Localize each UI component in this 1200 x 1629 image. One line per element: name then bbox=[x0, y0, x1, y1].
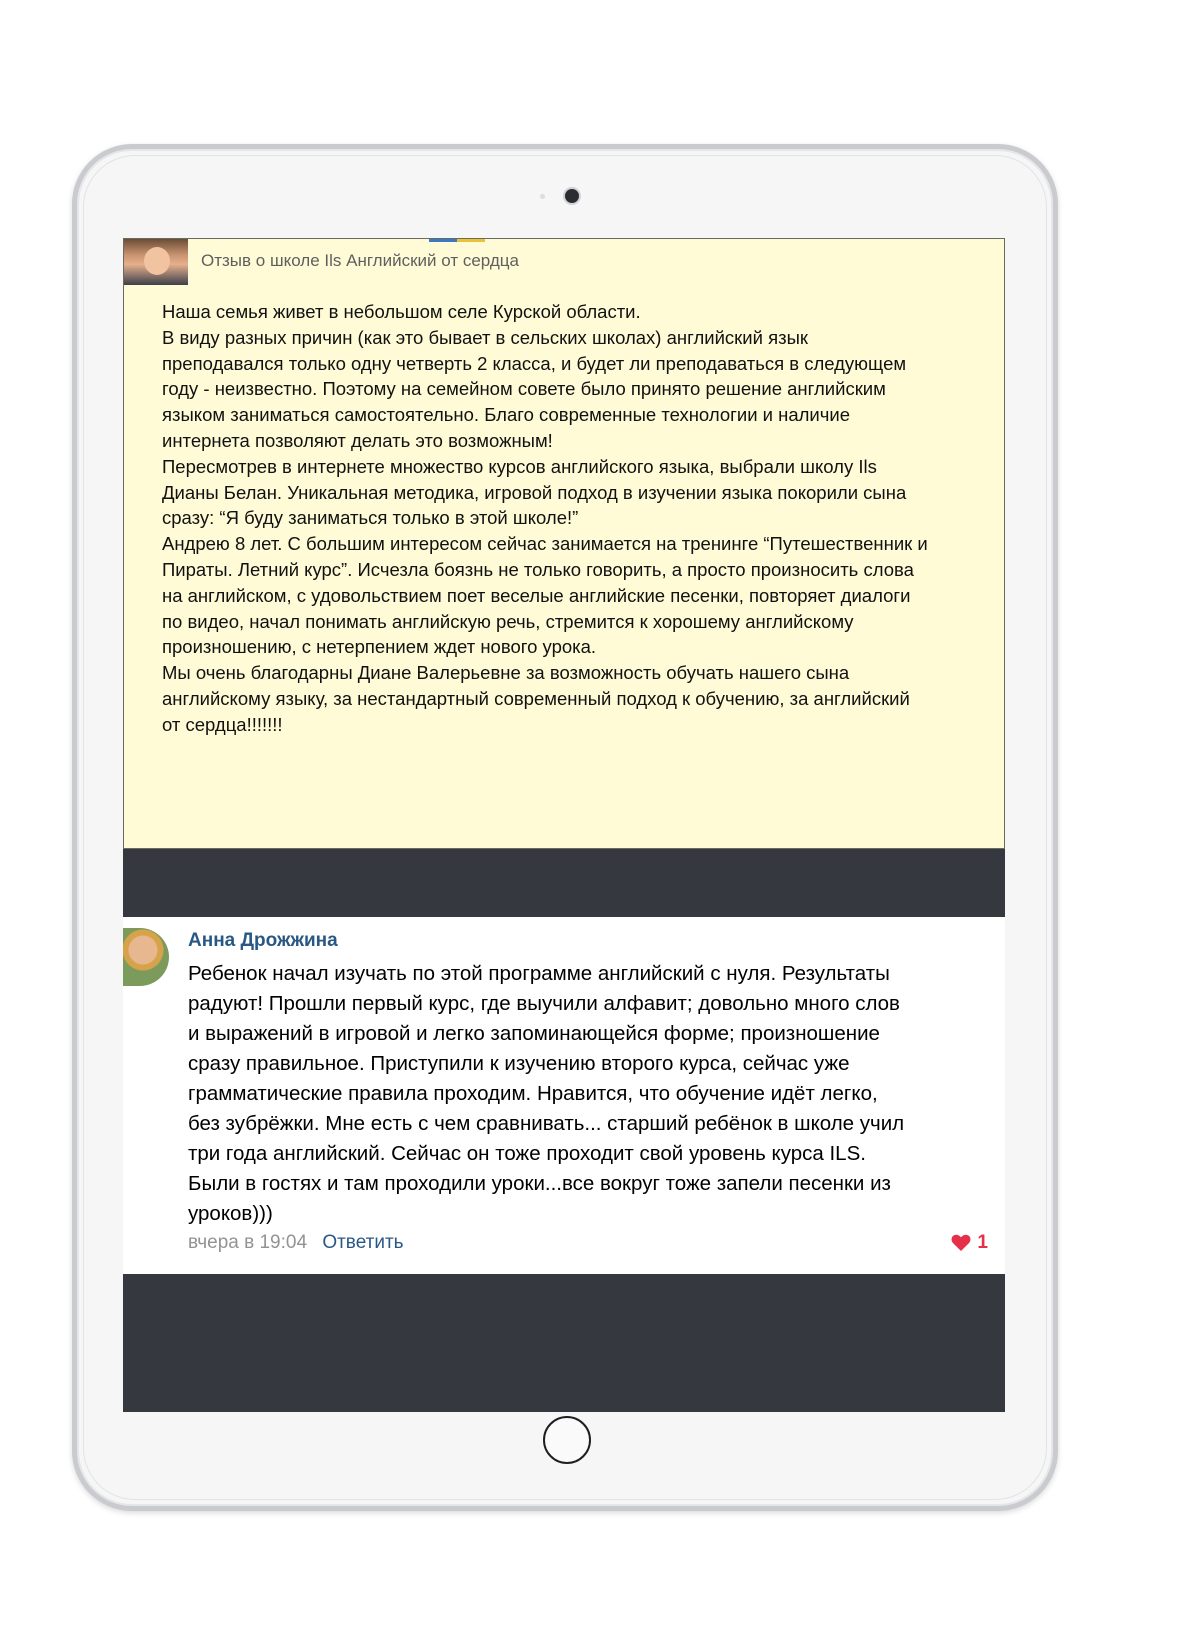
comment-line: радуют! Прошли первый курс, где выучили алфавит; довольно много слов bbox=[188, 992, 900, 1015]
comment-text bbox=[188, 959, 988, 1229]
review-line: языком заниматься самостоятельно. Благо современные технологии и наличие bbox=[162, 404, 851, 426]
comment-line: сразу правильное. Приступили к изучению второго курса, сейчас уже bbox=[188, 1052, 850, 1075]
review-line: В виду разных причин (как это бывает в сельских школах) английский язык bbox=[162, 326, 808, 348]
comment-line: грамматические правила проходим. Нравится, что обучение идёт легко, bbox=[188, 1082, 878, 1105]
review-title: Отзыв о школе Ils Английский от сердца bbox=[201, 251, 519, 270]
front-camera bbox=[565, 189, 579, 203]
review-line: преподавался только одну четверть 2 класса, и будет ли преподаваться в следующем bbox=[162, 352, 907, 374]
review-line: Пересмотрев в интернете множество курсов английского языка, выбрали школу Ils bbox=[162, 455, 877, 477]
home-button[interactable] bbox=[543, 1416, 591, 1464]
comment-timestamp: вчера в 19:04 bbox=[188, 1232, 308, 1253]
comment-line: без зубрёжки. Мне есть с чем сравнивать... старший ребёнок в школе учил bbox=[188, 1112, 905, 1135]
comment-card bbox=[123, 917, 1005, 1274]
comment-line: Были в гостях и там проходили уроки...все вокруг тоже запели песенки из bbox=[188, 1172, 891, 1195]
heart-icon bbox=[951, 1234, 971, 1252]
avatar[interactable] bbox=[123, 928, 169, 986]
review-line: Дианы Белан. Уникальная методика, игровой подход в изучении языка покорили сына bbox=[162, 481, 907, 503]
like-button[interactable] bbox=[951, 1232, 988, 1254]
review-line: от сердца!!!!!!! bbox=[162, 713, 283, 735]
comment-line: и выражений в игровой и легко запоминающейся форме; произношение bbox=[188, 1022, 880, 1045]
review-text bbox=[162, 299, 992, 738]
comment-footer bbox=[188, 1232, 988, 1260]
review-line: по видео, начал понимать английскую речь, стремится к хорошему английскому bbox=[162, 610, 854, 632]
review-line: интернета позволяют делать это возможным! bbox=[162, 429, 553, 451]
review-line: году - неизвестно. Поэтому на семейном совете было принято решение английским bbox=[162, 378, 886, 400]
review-line: английскому языку, за нестандартный современный подход к обучению, за английский bbox=[162, 687, 910, 709]
review-line: сразу: “Я буду заниматься только в этой школе!” bbox=[162, 507, 579, 529]
front-sensor bbox=[540, 194, 545, 199]
review-line: Андрею 8 лет. С большим интересом сейчас занимается на тренинге “Путешественник и bbox=[162, 533, 928, 555]
review-line: Пираты. Летний курс”. Исчезла боязнь не только говорить, а просто произносить слова bbox=[162, 558, 914, 580]
accent-bar bbox=[429, 239, 485, 242]
review-avatar bbox=[124, 239, 188, 285]
review-line: Наша семья живет в небольшом селе Курской области. bbox=[162, 301, 641, 322]
comment-line: Ребенок начал изучать по этой программе английский с нуля. Результаты bbox=[188, 962, 890, 985]
avatar-face bbox=[144, 247, 170, 275]
comment-line: три года английский. Сейчас он тоже проходит свой уровень курса ILS. bbox=[188, 1142, 866, 1165]
reply-link[interactable]: Ответить bbox=[322, 1232, 404, 1253]
review-card bbox=[123, 238, 1005, 849]
tablet-screen bbox=[123, 238, 1005, 1412]
review-line: произношению, с нетерпением ждет нового урока. bbox=[162, 636, 597, 658]
comment-line: уроков))) bbox=[188, 1202, 273, 1225]
like-count: 1 bbox=[977, 1232, 988, 1253]
review-line: Мы очень благодарны Диане Валерьевне за возможность обучать нашего сына bbox=[162, 662, 850, 684]
review-line: на английском, с удовольствием поет веселые английские песенки, повторяет диалоги bbox=[162, 584, 911, 606]
comment-author-link[interactable]: Анна Дрожжина bbox=[188, 930, 338, 951]
